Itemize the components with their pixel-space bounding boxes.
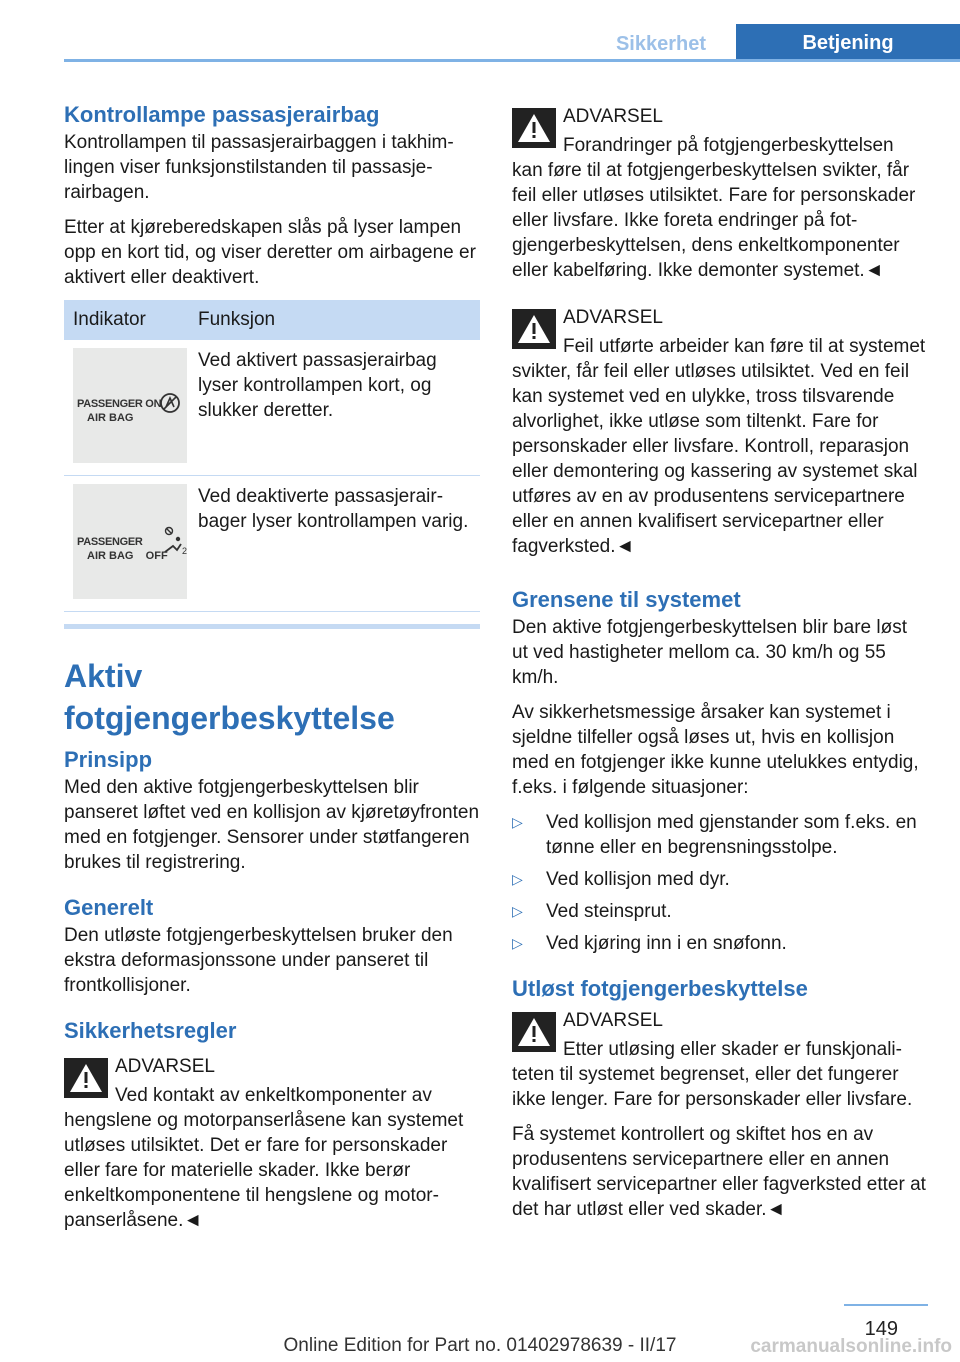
paragraph: Med den aktive fotgjengerbeskyttelsen blir panseret løftet ved en kollisjon av kjøretøyfronten med en fotgjenger. Sensorer under støtfangeren brukes til registrering. — [64, 777, 480, 873]
paragraph: Få systemet kontrollert og skiftet hos en av produsentens servicepartnere eller en annen kvalifisert servicepartner eller fagverksted etter at det har utløst eller ved skader.◄ — [512, 1124, 926, 1220]
warning-block — [512, 305, 928, 559]
warning-block — [64, 1054, 480, 1233]
warning-icon — [512, 309, 556, 349]
warning-icon — [512, 108, 556, 148]
section-tab-sikkerhet[interactable]: Sikkerhet — [615, 33, 707, 55]
indicator-label: AIR BAG — [87, 412, 134, 424]
left-column — [64, 100, 480, 1233]
header-rule — [64, 59, 960, 62]
page-number: 149 — [864, 1318, 898, 1340]
indicator-label: AIR BAG OFF — [87, 550, 168, 562]
page-header — [64, 24, 960, 62]
heading-generelt: Generelt — [64, 895, 154, 920]
warning-title: ADVARSEL — [563, 1010, 663, 1031]
warning-block — [512, 104, 928, 283]
heading-grensene: Grensene til systemet — [512, 587, 741, 612]
table-row — [64, 476, 480, 612]
heading-prinsipp: Prinsipp — [64, 747, 153, 772]
paragraph: Den aktive fotgjengerbeskyttelsen blir bare løst ut ved hastigheter mellom ca. 30 km/h og 55 km/h. — [512, 617, 907, 688]
heading-aktiv-fotgjengerbeskyttelse: Aktiv fotgjengerbeskyttelse — [64, 658, 395, 736]
warning-title: ADVARSEL — [563, 106, 663, 127]
heading-sikkerhetsregler: Sikkerhetsregler — [64, 1018, 237, 1043]
table-header-funksjon: Funksjon — [189, 300, 480, 340]
table-row — [64, 340, 480, 476]
warning-icon — [512, 1012, 556, 1052]
section-tab-betjening[interactable]: Betjening — [736, 24, 960, 62]
warning-icon — [64, 1058, 108, 1098]
list-item: ▷ Ved kjøring inn i en snøfonn. — [512, 933, 787, 954]
table-header-indikator: Indikator — [64, 300, 189, 340]
warning-text: Ved kontakt av enkeltkomponenter av hengslene og motorpanserlåsene kan systemet utløses utilsiktet. Det er fare for personskader eller fare for materielle skader. Ikke berør enkeltkomponentene til hengslene og motorpanserlåsene.◄ — [64, 1085, 464, 1231]
heading-kontrollampe: Kontrollampe passasjerairbag — [64, 102, 380, 127]
indicator-label: PASSENGER — [77, 536, 143, 548]
warning-block — [512, 1008, 928, 1112]
watermark: carmanualsonline.info — [750, 1336, 952, 1357]
triangle-bullet-icon: ▷ — [512, 935, 523, 951]
right-column — [512, 100, 928, 1232]
heading-utlost: Utløst fotgjengerbeskyttelse — [512, 976, 808, 1001]
table-cell: Ved deaktiverte passasjerairbager lyser kontrollampen varig. — [189, 476, 480, 612]
edition-note: Online Edition for Part no. 01402978639 - II/17 — [283, 1335, 677, 1356]
passenger-airbag-off-indicator — [73, 484, 187, 599]
indicator-label: PASSENGER ON — [77, 398, 162, 410]
warning-text: Feil utførte arbeider kan føre til at systemet svikter, får feil eller utløses utilsiktet. Ved en feil kan systemet ved en ulykke, tross tilsvarende alvorlighet, ikke utløse som tiltenkt. Fare for personskader eller livsfare. Kontroll, reparasjon eller demontering og kassering av systemet skal utføres av en av produsentens servicepartnere eller en annen kvalifisert servicepartner eller fagverksted.◄ — [512, 336, 926, 557]
triangle-bullet-icon: ▷ — [512, 814, 523, 830]
warning-text: Etter utløsing eller skader er funskjonaliteten til systemet begrenset, eller det fungerer ikke lenger. Fare for personskader eller livsfare. — [512, 1039, 913, 1110]
footer-rule — [844, 1304, 928, 1306]
paragraph: Av sikkerhetsmessige årsaker kan systemet i sjeldne tilfeller også løses ut, hvis en kollisjon med en fotgjenger ikke kunne utelukkes entydig, f.eks. i følgende situasjoner: — [512, 702, 919, 798]
paragraph: Etter at kjøreberedskapen slås på lyser lampen opp en kort tid, og viser deretter om airbagene er aktivert eller deaktivert. — [64, 217, 476, 288]
list-item: ▷ Ved kollisjon med dyr. — [512, 869, 730, 890]
warning-title: ADVARSEL — [563, 307, 663, 328]
bullet-list — [512, 810, 928, 956]
indicator-table — [64, 300, 480, 612]
table-end-rule — [64, 624, 480, 629]
table-cell: Ved aktivert passasjerairbag lyser kontrollampen kort, og slukker deretter. — [189, 340, 480, 476]
warning-title: ADVARSEL — [115, 1056, 215, 1077]
paragraph: Den utløste fotgjengerbeskyttelsen bruker den ekstra deformasjonssone under panseret til frontkollisjoner. — [64, 925, 453, 996]
passenger-airbag-on-indicator — [73, 348, 187, 463]
triangle-bullet-icon: ▷ — [512, 903, 523, 919]
seat-airbag-icon — [159, 392, 181, 414]
svg-text:2: 2 — [182, 546, 187, 556]
warning-text: Forandringer på fotgjengerbeskyttelsen kan føre til at fotgjengerbeskyttelsen svikter, får feil eller utløses utilsiktet. Fare for personskader eller livsfare. Ikke foreta endringer på fotgjengerbeskyttelsen, dens enkeltkomponenter eller kabelføring. Ikke demonter systemet.◄ — [512, 135, 916, 281]
list-item: ▷ Ved kollisjon med gjenstander som f.eks. en tønne eller en begrensningsstolpe. — [512, 812, 917, 858]
paragraph: Kontrollampen til passasjerairbaggen i takhimlingen viser funksjonstilstanden til passasjerairbagen. — [64, 132, 454, 203]
airbag-off-icon — [161, 526, 187, 556]
list-item: ▷ Ved steinsprut. — [512, 901, 672, 922]
triangle-bullet-icon: ▷ — [512, 871, 523, 887]
